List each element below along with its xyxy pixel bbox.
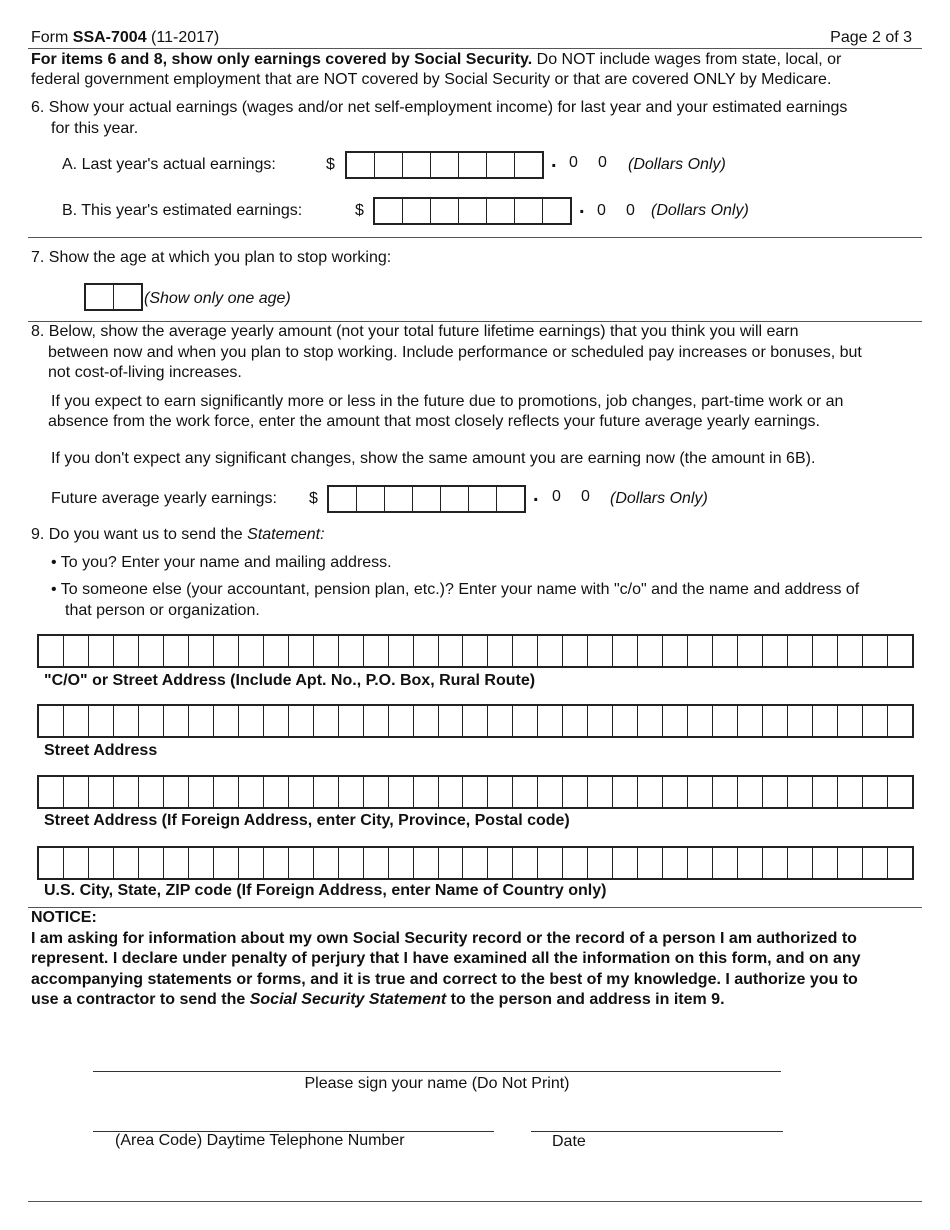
character-box[interactable] [39,777,64,807]
character-box[interactable] [663,636,688,666]
character-box[interactable] [538,848,563,878]
character-box[interactable] [513,777,538,807]
form-prefix: Form [31,29,73,46]
character-box[interactable] [39,848,64,878]
character-box[interactable] [414,636,439,666]
last-year-earnings-input[interactable] [345,151,544,179]
character-box[interactable] [838,706,863,736]
character-box[interactable] [688,706,713,736]
item9-statement: Statement: [247,526,325,543]
character-box[interactable] [414,706,439,736]
item9-label-text: 9. Do you want us to send the [31,526,248,543]
dollar-sign: $ [355,202,364,219]
digit-box[interactable] [469,487,497,511]
item8-para2: If you expect to earn significantly more or less in the future due to promotions, job changes, part-time work or an [51,393,844,410]
city-state-zip-input[interactable] [37,846,914,880]
item6-text-2: for this year. [51,120,139,137]
form-date: (11-2017) [146,29,220,46]
divider [28,1201,922,1202]
digit-box[interactable] [431,153,459,177]
character-box[interactable] [538,777,563,807]
character-box[interactable] [364,848,389,878]
character-box[interactable] [563,848,588,878]
cents-digit: 0 [597,202,606,219]
character-box[interactable] [863,777,888,807]
digit-box[interactable] [385,487,413,511]
date-label: Date [552,1133,586,1150]
notice-title: NOTICE: [31,909,97,926]
notice-text [31,990,725,1010]
item9-label [31,525,325,545]
character-box[interactable] [139,706,164,736]
character-box[interactable] [888,777,912,807]
notice-text: accompanying statements or forms, and it is true and correct to the best of my knowledge. I authorize you to [31,971,858,988]
character-box[interactable] [588,777,613,807]
phone-label: (Area Code) Daytime Telephone Number [115,1132,405,1149]
character-box[interactable] [488,848,513,878]
character-box[interactable] [638,706,663,736]
dollars-only-note: (Dollars Only) [628,156,726,173]
character-box[interactable] [239,706,264,736]
address-line-2-label: Street Address [44,742,158,759]
character-box[interactable] [463,706,488,736]
character-box[interactable] [264,848,289,878]
intro-line-1 [31,50,841,70]
character-box[interactable] [738,706,763,736]
character-box[interactable] [788,777,813,807]
digit-box[interactable] [86,285,114,309]
character-box[interactable] [389,636,414,666]
character-box[interactable] [713,848,738,878]
item9-bullet: that person or organization. [65,602,260,619]
character-box[interactable] [89,848,114,878]
character-box[interactable] [64,777,89,807]
character-box[interactable] [364,636,389,666]
character-box[interactable] [264,636,289,666]
character-box[interactable] [638,848,663,878]
cents-digit: 0 [552,488,561,505]
page-number: Page 2 of 3 [830,29,912,46]
item8-para2: absence from the work force, enter the amount that most closely reflects your future average yearly earnings. [48,413,820,430]
character-box[interactable] [713,636,738,666]
item9-bullet: • To someone else (your accountant, pension plan, etc.)? Enter your name with "c/o" and the name and address of [51,581,860,598]
character-box[interactable] [713,777,738,807]
character-box[interactable] [214,636,239,666]
dollars-only-note: (Dollars Only) [610,490,708,507]
character-box[interactable] [463,636,488,666]
character-box[interactable] [164,848,189,878]
notice-text: represent. I declare under penalty of perjury that I have examined all the information on this form, and on any [31,950,861,967]
form-number: SSA-7004 [72,29,147,46]
character-box[interactable] [139,636,164,666]
character-box[interactable] [663,777,688,807]
cents-digit: 0 [626,202,635,219]
character-box[interactable] [688,636,713,666]
address-line-1-label: "C/O" or Street Address (Include Apt. No., P.O. Box, Rural Route) [44,672,536,689]
address-line-1-input[interactable] [37,634,914,668]
character-box[interactable] [763,848,788,878]
character-box[interactable] [289,848,314,878]
character-box[interactable] [389,777,414,807]
address-line-3-input[interactable] [37,775,914,809]
character-box[interactable] [189,706,214,736]
character-box[interactable] [663,848,688,878]
character-box[interactable] [863,848,888,878]
character-box[interactable] [339,777,364,807]
character-box[interactable] [713,706,738,736]
character-box[interactable] [488,706,513,736]
character-box[interactable] [289,706,314,736]
character-box[interactable] [888,636,912,666]
character-box[interactable] [439,777,464,807]
cents-digit: 0 [598,154,607,171]
city-state-zip-label: U.S. City, State, ZIP code (If Foreign Address, enter Name of Country only) [44,882,607,899]
character-box[interactable] [139,777,164,807]
dollars-only-note: (Dollars Only) [651,202,749,219]
digit-box[interactable] [413,487,441,511]
character-box[interactable] [339,706,364,736]
character-box[interactable] [613,848,638,878]
character-box[interactable] [613,706,638,736]
character-box[interactable] [813,848,838,878]
character-box[interactable] [738,777,763,807]
character-box[interactable] [838,848,863,878]
digit-box[interactable] [403,153,431,177]
character-box[interactable] [439,848,464,878]
dollar-sign: $ [326,156,335,173]
character-box[interactable] [289,777,314,807]
character-box[interactable] [414,848,439,878]
character-box[interactable] [513,848,538,878]
cents-digit: 0 [581,488,590,505]
notice-text-a: use a contractor to send the [31,991,250,1008]
item6b-label: B. This year's estimated earnings: [62,202,303,219]
character-box[interactable] [314,636,339,666]
character-box[interactable] [888,706,912,736]
intro-line-2: federal government employment that are NOT covered by Social Security or that are covered ONLY by Medicare. [31,71,832,88]
digit-box[interactable] [487,153,515,177]
character-box[interactable] [888,848,912,878]
character-box[interactable] [563,777,588,807]
character-box[interactable] [538,636,563,666]
character-box[interactable] [788,848,813,878]
digit-box[interactable] [347,153,375,177]
item7-hint: (Show only one age) [144,290,291,307]
character-box[interactable] [389,706,414,736]
character-box[interactable] [813,706,838,736]
digit-box[interactable] [459,199,487,223]
character-box[interactable] [164,636,189,666]
intro-bold: For items 6 and 8, show only earnings covered by Social Security. [31,51,533,68]
character-box[interactable] [39,706,64,736]
character-box[interactable] [638,636,663,666]
character-box[interactable] [538,706,563,736]
character-box[interactable] [763,636,788,666]
character-box[interactable] [688,777,713,807]
digit-box[interactable] [431,199,459,223]
character-box[interactable] [763,777,788,807]
character-box[interactable] [588,636,613,666]
character-box[interactable] [763,706,788,736]
character-box[interactable] [214,777,239,807]
notice-text-b: to the person and address in item 9. [446,991,725,1008]
character-box[interactable] [89,636,114,666]
character-box[interactable] [314,848,339,878]
signature-field[interactable] [93,1071,781,1072]
character-box[interactable] [289,636,314,666]
character-box[interactable] [189,777,214,807]
character-box[interactable] [439,706,464,736]
digit-box[interactable] [375,199,403,223]
divider [28,48,922,49]
digit-box[interactable] [515,199,543,223]
digit-box[interactable] [459,153,487,177]
digit-box[interactable] [357,487,385,511]
digit-box[interactable] [375,153,403,177]
character-box[interactable] [738,636,763,666]
character-box[interactable] [838,636,863,666]
character-box[interactable] [239,848,264,878]
character-box[interactable] [788,636,813,666]
character-box[interactable] [663,706,688,736]
character-box[interactable] [613,636,638,666]
character-box[interactable] [139,848,164,878]
character-box[interactable] [164,706,189,736]
character-box[interactable] [314,777,339,807]
character-box[interactable] [214,848,239,878]
dollar-sign: $ [309,490,318,507]
character-box[interactable] [64,706,89,736]
character-box[interactable] [389,848,414,878]
address-line-3-label: Street Address (If Foreign Address, enter City, Province, Postal code) [44,812,570,829]
item6a-label: A. Last year's actual earnings: [62,156,276,173]
character-box[interactable] [563,706,588,736]
character-box[interactable] [838,777,863,807]
character-box[interactable] [364,777,389,807]
item7-label: 7. Show the age at which you plan to stop working: [31,249,392,266]
digit-box[interactable] [403,199,431,223]
stop-working-age-input[interactable] [84,283,143,311]
decimal-point: . [533,484,539,506]
character-box[interactable] [189,848,214,878]
character-box[interactable] [89,777,114,807]
notice-statement: Social Security Statement [249,991,447,1008]
character-box[interactable] [89,706,114,736]
character-box[interactable] [214,706,239,736]
digit-box[interactable] [114,285,141,309]
character-box[interactable] [588,848,613,878]
character-box[interactable] [239,636,264,666]
character-box[interactable] [264,706,289,736]
character-box[interactable] [738,848,763,878]
character-box[interactable] [513,636,538,666]
digit-box[interactable] [487,199,515,223]
this-year-earnings-input[interactable] [373,197,572,225]
character-box[interactable] [314,706,339,736]
character-box[interactable] [463,848,488,878]
digit-box[interactable] [515,153,542,177]
character-box[interactable] [863,636,888,666]
digit-box[interactable] [543,199,570,223]
character-box[interactable] [339,848,364,878]
character-box[interactable] [339,636,364,666]
digit-box[interactable] [441,487,469,511]
item8-text: not cost-of-living increases. [48,364,242,381]
digit-box[interactable] [329,487,357,511]
character-box[interactable] [788,706,813,736]
character-box[interactable] [513,706,538,736]
character-box[interactable] [588,706,613,736]
character-box[interactable] [114,636,139,666]
item9-bullet: • To you? Enter your name and mailing address. [51,554,392,571]
form-id [31,28,219,48]
future-earnings-input[interactable] [327,485,526,513]
character-box[interactable] [488,777,513,807]
character-box[interactable] [613,777,638,807]
character-box[interactable] [114,848,139,878]
item8-text: 8. Below, show the average yearly amount (not your total future lifetime earnings) that you think you will earn [31,323,799,340]
character-box[interactable] [638,777,663,807]
item8-text: between now and when you plan to stop working. Include performance or scheduled pay increases or bonuses, but [48,344,862,361]
character-box[interactable] [813,777,838,807]
character-box[interactable] [688,848,713,878]
character-box[interactable] [364,706,389,736]
item8-para3: If you don't expect any significant changes, show the same amount you are earning now (the amount in 6B). [51,450,816,467]
character-box[interactable] [414,777,439,807]
character-box[interactable] [488,636,513,666]
character-box[interactable] [239,777,264,807]
character-box[interactable] [164,777,189,807]
character-box[interactable] [64,636,89,666]
character-box[interactable] [39,636,64,666]
item6-text-1: 6. Show your actual earnings (wages and/or net self-employment income) for last year and your estimated earnings [31,99,848,116]
divider [28,237,922,238]
intro-rest: Do NOT include wages from state, local, or [532,51,842,68]
character-box[interactable] [863,706,888,736]
character-box[interactable] [813,636,838,666]
signature-label: Please sign your name (Do Not Print) [304,1075,570,1092]
future-earnings-label: Future average yearly earnings: [51,490,277,507]
address-line-2-input[interactable] [37,704,914,738]
digit-box[interactable] [497,487,524,511]
character-box[interactable] [463,777,488,807]
character-box[interactable] [439,636,464,666]
character-box[interactable] [189,636,214,666]
character-box[interactable] [64,848,89,878]
notice-text: I am asking for information about my own Social Security record or the record of a person I am authorized to [31,930,857,947]
character-box[interactable] [114,706,139,736]
character-box[interactable] [264,777,289,807]
cents-digit: 0 [569,154,578,171]
decimal-point: . [579,196,585,218]
divider [28,907,922,908]
decimal-point: . [551,150,557,172]
character-box[interactable] [114,777,139,807]
character-box[interactable] [563,636,588,666]
